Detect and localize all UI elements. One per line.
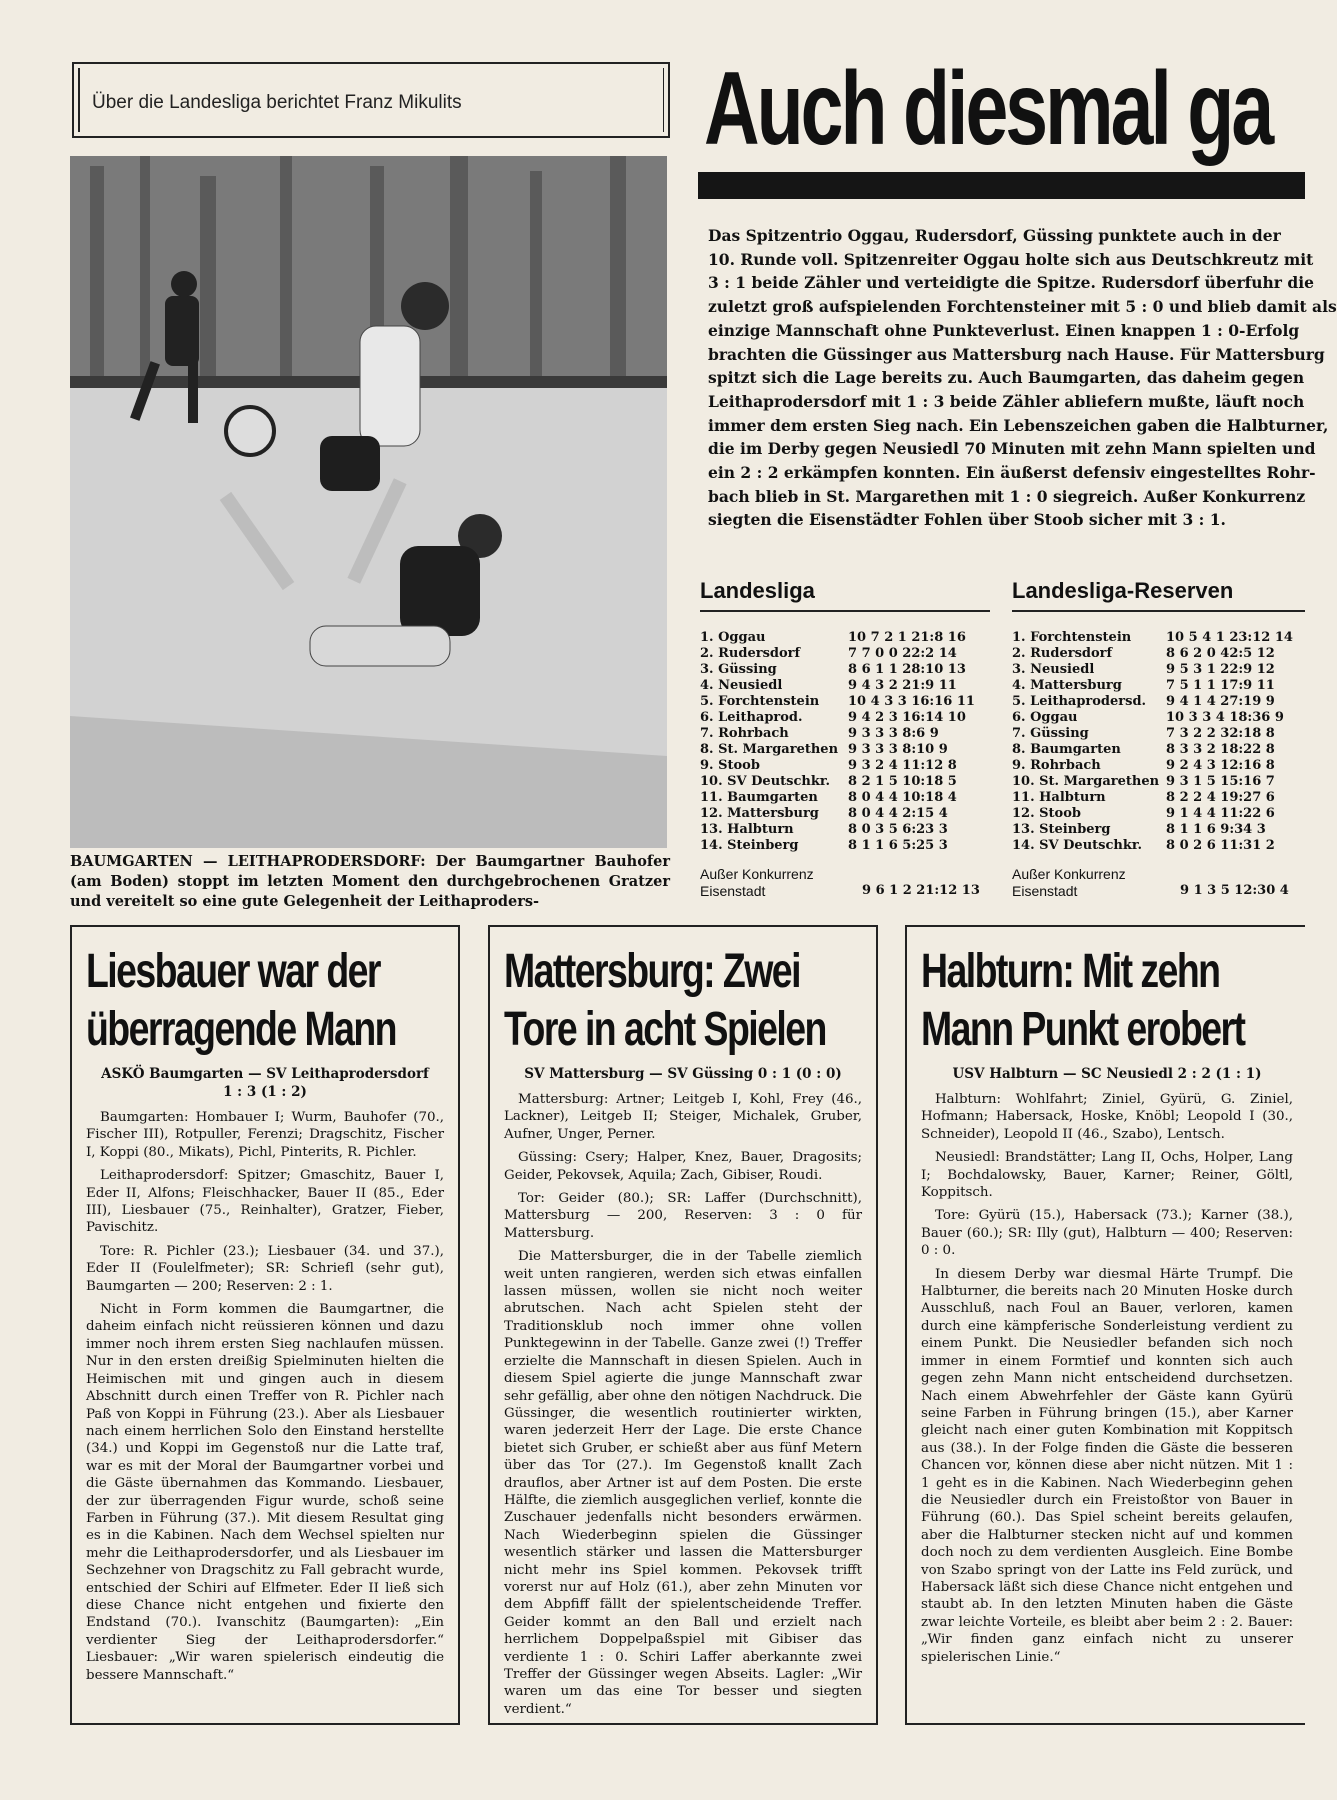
team-stats: 8 0 4 4 2:15 4 bbox=[848, 806, 948, 821]
table-footer-row bbox=[700, 883, 990, 901]
team-stats: 10 4 3 3 16:16 11 bbox=[848, 694, 975, 709]
table-row bbox=[700, 742, 990, 758]
article-headline: Tore in acht Spielen bbox=[504, 1003, 826, 1056]
team-name: 7. Güssing bbox=[1012, 726, 1089, 741]
table-row bbox=[1012, 662, 1305, 678]
team-name: 9. Stoob bbox=[700, 758, 760, 773]
table-footer-label: Außer Konkurrenz bbox=[1012, 866, 1126, 882]
table-row bbox=[1012, 742, 1305, 758]
intro-line: brachten die Güssinger aus Mattersburg nach Hause. Für Mattersburg bbox=[708, 344, 1325, 364]
match-line: SV Mattersburg — SV Güssing 0 : 1 (0 : 0) bbox=[524, 1066, 842, 1082]
team-stats: 9 4 3 2 21:9 11 bbox=[848, 678, 957, 693]
intro-line: bach blieb in St. Margarethen mit 1 : 0 siegreich. Außer Konkurrenz bbox=[708, 486, 1306, 506]
table-row bbox=[700, 710, 990, 726]
intro-line: zuletzt groß aufspielenden Forchtensteiner mit 5 : 0 und blieb damit als bbox=[708, 297, 1337, 317]
table-row bbox=[1012, 678, 1305, 694]
intro-paragraph bbox=[708, 224, 1337, 532]
lineup-home: Halbturn: Wohlfahrt; Ziniel, Gyürü, G. Ziniel, Hofmann; Habersack, Hoske, Knöbl; Leopold I (30., Schneider), Leopold II (46., Szabo), Lentsch. bbox=[921, 1092, 1293, 1142]
team-name: 11. Baumgarten bbox=[700, 790, 818, 805]
match-score: 1 : 3 (1 : 2) bbox=[223, 1084, 307, 1100]
team-stats: 9 3 1 5 15:16 7 bbox=[1166, 774, 1275, 789]
table-row bbox=[1012, 838, 1305, 854]
table-row bbox=[1012, 710, 1305, 726]
intro-line: 10. Runde voll. Spitzenreiter Oggau holte sich aus Deutschkreutz mit bbox=[708, 249, 1314, 269]
match-report: Nicht in Form kommen die Baumgartner, die daheim einfach nicht reüssieren können und dazu immer noch ihrem ersten Sieg nachlaufen müssen. Nur in den ersten dreißig Spielminuten hielten die Heimischen mit und gingen auch in diesem Abschnitt durch einen Treffer von R. Pichler nach Paß von Koppi in Führung (23.). Aber als Liesbauer nach einem herrlichen Solo den Einstand herstellte (34.) und Koppi im Gegenstoß nur die Latte traf, war es mit der Moral der Baumgartner vorbei und die Gäste übernahmen das Kommando. Liesbauer, der zur überragenden Figur wurde, schoß seine Farben in Führung (37.). Mit diesem Resultat ging es in die Kabinen. Nach dem Wechsel spielten nur mehr die Leithaprodersdorfer, und als Liesbauer im Sechzehner von Dragschitz zu Fall gebracht wurde, entschied der Schiri auf Elfmeter. Eder II ließ sich diese Chance nicht entgehen und fixierte den Endstand (70.). Ivanschitz (Baumgarten): „Ein verdienter Sieg der Leithaprodersdorfer.“ Liesbauer: „Wir waren spielerisch eindeutig die bessere Mannschaft.“ bbox=[86, 1302, 444, 1683]
table-row bbox=[700, 838, 990, 854]
team-stats: 9 4 2 3 16:14 10 bbox=[848, 710, 966, 725]
table-title: Landesliga bbox=[700, 578, 815, 603]
table-row bbox=[1012, 774, 1305, 790]
team-stats: 7 3 2 2 32:18 8 bbox=[1166, 726, 1275, 741]
table-row bbox=[1012, 726, 1305, 742]
team-name: 13. Steinberg bbox=[1012, 822, 1111, 837]
team-stats: 10 5 4 1 23:12 14 bbox=[1166, 630, 1293, 645]
team-name: 12. Stoob bbox=[1012, 806, 1081, 821]
intro-line: die im Derby gegen Neusiedl 70 Minuten mit zehn Mann spielten und bbox=[708, 439, 1316, 459]
match-report: In diesem Derby war diesmal Härte Trumpf. Die Halbturner, die bereits nach 20 Minuten Hoske durch Ausschluß, nach Foul an Bauer, verloren, kamen durch eine kämpferische Sonderleistung verdient zu einem Punkt. Die Neusiedler befanden sich noch immer in einem Formtief und konnten sich auch gegen zehn Mann nicht entscheidend durchsetzen. Nach einem Abwehrfehler der Gäste kann Gyürü seine Farben in Führung bringen (15.), aber Karner gleicht nach einer guten Kombination mit Koppitsch aus (38.). In der Folge finden die Gäste die besseren Chancen vor, können diese aber nicht nützen. Mit 1 : 1 geht es in die Kabinen. Nach Wiederbeginn gehen die Neusiedler durch ein Freistoßtor von Bauer in Führung (60.). Das Spiel scheint bereits gelaufen, aber die Halbturner stecken nicht auf und kommen doch noch zu dem verdienten Ausgleich. Eine Bombe von Szabo springt von der Latte ins Feld zurück, und Habersack läßt sich diese Chance nicht entgehen und staubt ab. In den letzten Minuten haben die Gäste zwar leichte Vorteile, es bleibt aber beim 2 : 2. Bauer: „Wir finden ganz einfach nicht zu unserer spielerischen Linie.“ bbox=[921, 1266, 1293, 1665]
team-name: 8. Baumgarten bbox=[1012, 742, 1121, 757]
footer-team: Eisenstadt bbox=[700, 883, 766, 899]
team-name: 11. Halbturn bbox=[1012, 790, 1106, 805]
table-row bbox=[700, 790, 990, 806]
intro-line: Leithaprodersdorf mit 1 : 3 beide Zähler abliefern mußte, läuft noch bbox=[708, 391, 1305, 411]
team-name: 7. Rohrbach bbox=[700, 726, 789, 741]
footer-stats: 9 6 1 2 21:12 13 bbox=[862, 883, 980, 898]
match-photo bbox=[70, 156, 667, 848]
team-name: 1. Oggau bbox=[700, 630, 766, 645]
team-name: 13. Halbturn bbox=[700, 822, 794, 837]
lineup-home: Mattersburg: Artner; Leitgeb I, Kohl, Frey (46., Lackner), Leitgeb II; Steiger, Michalek, Gruber, Aufner, Unger, Perner. bbox=[504, 1092, 862, 1142]
intro-line: 3 : 1 beide Zähler und verteidigte die Spitze. Rudersdorf überfuhr die bbox=[708, 273, 1314, 293]
table-landesliga bbox=[700, 578, 990, 901]
table-row bbox=[700, 646, 990, 662]
team-stats: 9 2 4 3 12:16 8 bbox=[1166, 758, 1275, 773]
team-stats: 8 2 1 5 10:18 5 bbox=[848, 774, 957, 789]
team-name: 6. Leithaprod. bbox=[700, 710, 803, 725]
table-row bbox=[1012, 694, 1305, 710]
goals-info: Tor: Geider (80.); SR: Laffer (Durchschnitt), Mattersburg — 200, Reserven: 3 : 0 für Mattersburg. bbox=[504, 1191, 862, 1241]
team-stats: 8 6 2 0 42:5 12 bbox=[1166, 646, 1275, 661]
article-headline: Halbturn: Mit zehn bbox=[921, 945, 1220, 998]
table-rule bbox=[700, 610, 990, 612]
team-name: 3. Neusiedl bbox=[1012, 662, 1095, 677]
team-stats: 9 1 4 4 11:22 6 bbox=[1166, 806, 1275, 821]
footer-stats: 9 1 3 5 12:30 4 bbox=[1180, 883, 1289, 898]
table-footer-label: Außer Konkurrenz bbox=[700, 866, 814, 882]
article-mattersburg bbox=[488, 925, 878, 1725]
lineup-away: Güssing: Csery; Halper, Knez, Bauer, Dragosits; Geider, Pekovsek, Aquila; Zach, Gibiser, Roudi. bbox=[504, 1150, 862, 1183]
team-stats: 8 6 1 1 28:10 13 bbox=[848, 662, 966, 677]
table-row bbox=[1012, 646, 1305, 662]
table-row bbox=[700, 726, 990, 742]
table-row bbox=[700, 758, 990, 774]
table-reserven bbox=[1012, 578, 1305, 901]
team-name: 4. Mattersburg bbox=[1012, 678, 1122, 693]
team-name: 9. Rohrbach bbox=[1012, 758, 1101, 773]
article-liesbauer bbox=[70, 925, 460, 1725]
team-name: 2. Rudersdorf bbox=[1012, 646, 1113, 661]
intro-line: Das Spitzentrio Oggau, Rudersdorf, Güssing punktete auch in der bbox=[708, 226, 1281, 245]
team-name: 14. Steinberg bbox=[700, 838, 799, 853]
intro-line: einzige Mannschaft ohne Punkteverlust. Einen knappen 1 : 0-Erfolg bbox=[708, 320, 1300, 340]
team-stats: 8 1 1 6 9:34 3 bbox=[1166, 822, 1266, 837]
intro-line: ein 2 : 2 erkämpfen konnten. Ein äußerst defensiv eingestelltes Rohr- bbox=[708, 463, 1316, 483]
team-stats: 8 1 1 6 5:25 3 bbox=[848, 838, 948, 853]
team-name: 8. St. Margarethen bbox=[700, 742, 839, 757]
goals-info: Tore: R. Pichler (23.); Liesbauer (34. und 37.), Eder II (Foulelfmeter); SR: Schriefl (sehr gut), Baumgarten — 200; Reserven: 2 : 1. bbox=[86, 1243, 444, 1294]
lineup-away: Leithaprodersdorf: Spitzer; Gmaschitz, Bauer I, Eder II, Alfons; Fleischhacker, Bauer II (85., Eder III), Liesbauer (75., Reinhalter), Gratzer, Fieber, Pavischitz. bbox=[86, 1168, 444, 1236]
table-row bbox=[1012, 790, 1305, 806]
team-stats: 9 4 1 4 27:19 9 bbox=[1166, 694, 1275, 709]
team-stats: 7 7 0 0 22:2 14 bbox=[848, 646, 957, 661]
article-headline: Mann Punkt erobert bbox=[921, 1003, 1245, 1056]
team-stats: 9 3 3 3 8:10 9 bbox=[848, 742, 948, 757]
team-name: 5. Leithaprodersd. bbox=[1012, 694, 1147, 709]
photo-illustration bbox=[70, 156, 667, 848]
lineup-home: Baumgarten: Hombauer I; Wurm, Bauhofer (70., Fischer III), Rotpuller, Ferenzi; Dragschitz, Fischer I, Koppi (80., Mikats), Pichl, Pinterits, R. Pichler. bbox=[86, 1110, 444, 1160]
team-name: 2. Rudersdorf bbox=[700, 646, 801, 661]
team-stats: 9 3 3 3 8:6 9 bbox=[848, 726, 939, 741]
table-rows bbox=[700, 630, 990, 854]
lineup-away: Neusiedl: Brandstätter; Lang II, Ochs, Holper, Lang I; Bochdalowsky, Bauer, Karner; Reiner, Göltl, Koppitsch. bbox=[921, 1150, 1293, 1201]
team-stats: 7 5 1 1 17:9 11 bbox=[1166, 678, 1275, 693]
table-row bbox=[700, 678, 990, 694]
table-title: Landesliga-Reserven bbox=[1012, 578, 1234, 603]
team-stats: 10 7 2 1 21:8 16 bbox=[848, 630, 966, 645]
byline-box bbox=[72, 62, 670, 138]
footer-team: Eisenstadt bbox=[1012, 883, 1078, 899]
table-row bbox=[700, 806, 990, 822]
table-row bbox=[1012, 806, 1305, 822]
table-row bbox=[700, 822, 990, 838]
table-rule bbox=[1012, 610, 1305, 612]
article-headline: überragende Mann bbox=[86, 1003, 396, 1056]
team-stats: 8 0 4 4 10:18 4 bbox=[848, 790, 957, 805]
team-stats: 8 2 2 4 19:27 6 bbox=[1166, 790, 1275, 805]
intro-line: spitzt sich die Lage bereits zu. Auch Baumgarten, das daheim gegen bbox=[708, 368, 1305, 388]
article-headline: Liesbauer war der bbox=[86, 945, 380, 998]
team-name: 14. SV Deutschkr. bbox=[1012, 838, 1143, 853]
team-name: 4. Neusiedl bbox=[700, 678, 783, 693]
byline: Über die Landesliga berichtet Franz Mikulits bbox=[92, 92, 462, 113]
team-stats: 9 3 2 4 11:12 8 bbox=[848, 758, 957, 773]
table-row bbox=[700, 774, 990, 790]
table-footer-row bbox=[1012, 883, 1305, 901]
team-name: 6. Oggau bbox=[1012, 710, 1078, 725]
headline: Auch diesmal ga bbox=[704, 51, 1272, 167]
article-headline: Mattersburg: Zwei bbox=[504, 945, 800, 998]
article-halbturn bbox=[905, 925, 1305, 1725]
team-name: 10. St. Margarethen bbox=[1012, 774, 1160, 789]
team-stats: 8 0 2 6 11:31 2 bbox=[1166, 838, 1275, 853]
team-name: 5. Forchtenstein bbox=[700, 694, 820, 709]
team-stats: 8 0 3 5 6:23 3 bbox=[848, 822, 948, 837]
table-row bbox=[1012, 630, 1305, 646]
match-report: Die Mattersburger, die in der Tabelle ziemlich weit unten rangieren, werden sich etwas einfallen lassen müssen, wollen sie nicht noch weiter abrutschen. Nach acht Spielen steht der Traditionsklub noch immer ohne vollen Punktegewinn in der Tabelle. Ganze zwei (!) Treffer erzielte die Mannschaft in diesen Spielen. Auch in diesem Spiel agierte die junge Mannschaft zwar sehr gefällig, aber ohne den nötigen Nachdruck. Die Güssinger, die wesentlich routinierter wirkten, waren jederzeit Herr der Lage. Die erste Chance bietet sich Gruber, er schießt aber aus fünf Metern über das Tor (27.). Im Gegenstoß knallt Zach drauflos, aber Artner ist auf dem Posten. Die erste Hälfte, die ziemlich ausgeglichen verlief, konnte die Zuschauer jedenfalls nicht besonders erwärmen. Nach Wiederbeginn spielen die Güssinger wesentlich stärker und lassen die Mattersburger nicht mehr ins Spiel kommen. Pekovsek trifft vorerst nur auf Holz (61.), aber zehn Minuten vor dem Abpfiff fällt der spielentscheidende Treffer. Geider kommt an den Ball und erzielt nach herrlichem Doppelpaßspiel mit Gibiser das verdiente 1 : 0. Schiri Laffer aberkannte zwei Treffer der Güssinger wegen Abseits. Lagler: „Wir waren um das eine Tor besser und siegten verdient.“ bbox=[504, 1249, 862, 1717]
team-stats: 9 5 3 1 22:9 12 bbox=[1166, 662, 1275, 677]
match-line: ASKÖ Baumgarten — SV Leithaprodersdorf bbox=[101, 1066, 429, 1082]
team-name: 1. Forchtenstein bbox=[1012, 630, 1132, 645]
headline-bar bbox=[698, 172, 1305, 199]
team-name: 3. Güssing bbox=[700, 662, 777, 677]
photo-caption: BAUMGARTEN — LEITHAPRODERSDORF: Der Baumgartner Bauhofer (am Boden) stoppt im letzten Moment den durchgebrochenen Gratzer und vereitelt so eine gute Gelegenheit der Leithaproders- bbox=[70, 853, 670, 910]
table-row bbox=[700, 694, 990, 710]
match-line: USV Halbturn — SC Neusiedl 2 : 2 (1 : 1) bbox=[952, 1066, 1262, 1082]
intro-line: immer dem ersten Sieg nach. Ein Lebenszeichen gaben die Halbturner, bbox=[708, 415, 1329, 435]
table-row bbox=[700, 662, 990, 678]
goals-info: Tore: Gyürü (15.), Habersack (73.); Karner (38.), Bauer (60.); SR: Illy (gut), Halbturn — 400; Reserven: 0 : 0. bbox=[921, 1208, 1293, 1259]
table-rows bbox=[1012, 630, 1305, 854]
team-name: 12. Mattersburg bbox=[700, 806, 819, 821]
team-name: 10. SV Deutschkr. bbox=[700, 774, 831, 789]
team-stats: 10 3 3 4 18:36 9 bbox=[1166, 710, 1284, 725]
table-row bbox=[1012, 822, 1305, 838]
table-row bbox=[1012, 758, 1305, 774]
team-stats: 8 3 3 2 18:22 8 bbox=[1166, 742, 1275, 757]
table-row bbox=[700, 630, 990, 646]
intro-line: siegten die Eisenstädter Fohlen über Stoob sicher mit 3 : 1. bbox=[708, 510, 1226, 530]
